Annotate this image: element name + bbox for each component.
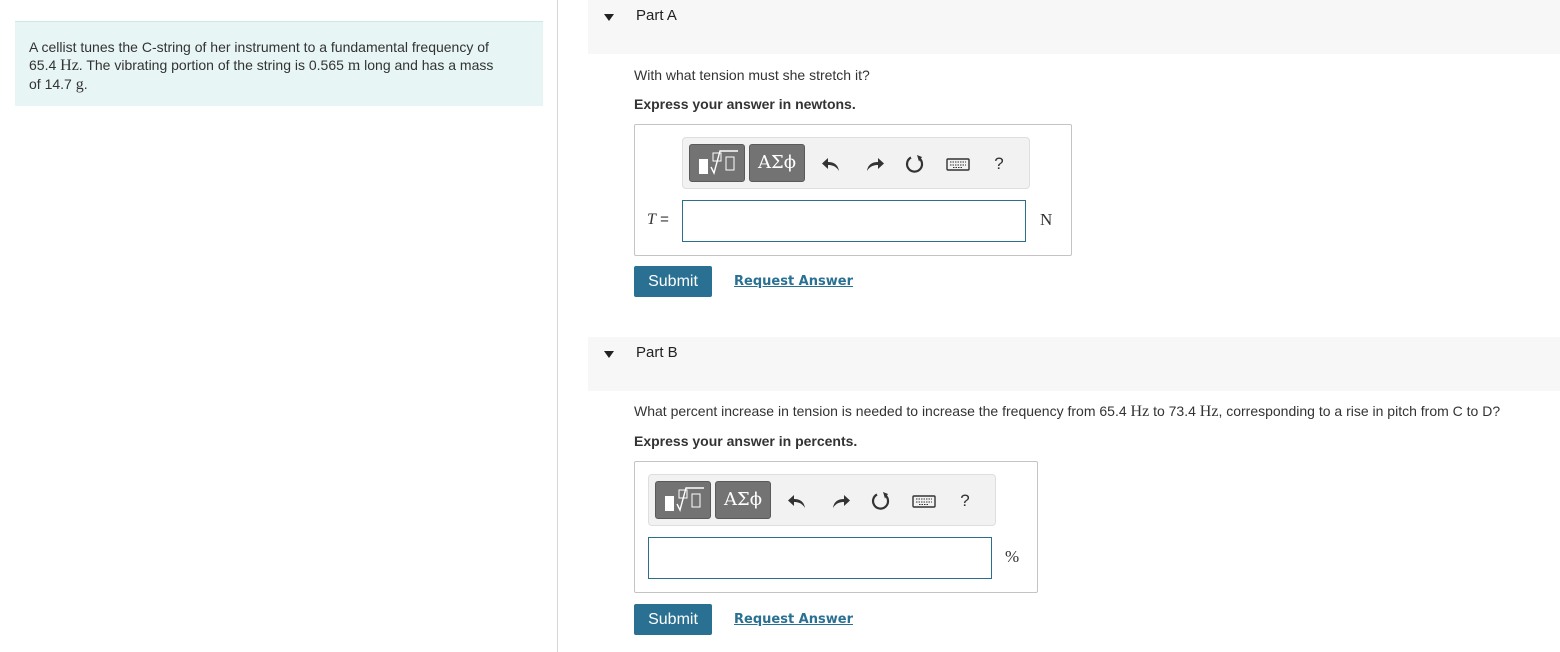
problem-statement	[15, 21, 543, 106]
problem-text-5: .	[83, 76, 88, 92]
keyboard-icon[interactable]	[945, 152, 971, 176]
problem-pane	[0, 0, 558, 652]
problem-mass-unit: g	[75, 76, 84, 93]
undo-icon[interactable]	[785, 489, 809, 513]
reset-icon[interactable]	[903, 152, 927, 176]
problem-text-4: of 14.7	[29, 76, 72, 92]
part-b-submit-button[interactable]: Submit	[634, 604, 712, 635]
part-a-answer-input[interactable]	[682, 200, 1026, 242]
undo-icon[interactable]	[819, 152, 843, 176]
part-a-title: Part A	[636, 7, 677, 24]
greek-symbols-icon[interactable]: ΑΣϕ	[749, 144, 805, 182]
greek-symbols-icon[interactable]: ΑΣϕ	[715, 481, 771, 519]
problem-text-1: A cellist tunes the C-string of her instrument to a fundamental frequency of	[29, 39, 489, 55]
variable-label: T	[647, 211, 656, 228]
collapse-caret-icon[interactable]	[604, 14, 614, 21]
part-a-instruction: Express your answer in newtons.	[634, 96, 856, 112]
part-b-title: Part B	[636, 344, 678, 361]
part-a-unit: N	[1040, 210, 1053, 229]
part-b-unit: %	[1005, 547, 1020, 566]
problem-text-3: long and has a mass	[364, 57, 494, 73]
part-b-instruction: Express your answer in percents.	[634, 433, 858, 449]
help-icon[interactable]: ?	[994, 154, 1004, 173]
problem-length-unit: m	[347, 57, 361, 74]
part-b-request-answer-link[interactable]: Request Answer	[734, 612, 853, 627]
help-icon[interactable]: ?	[960, 491, 970, 510]
templates-icon[interactable]	[655, 481, 711, 519]
part-a-request-answer-link[interactable]: Request Answer	[734, 274, 853, 289]
part-a-math-toolbar	[682, 137, 1030, 189]
part-b-header[interactable]	[588, 337, 1560, 391]
collapse-caret-icon[interactable]	[604, 351, 614, 358]
redo-icon[interactable]	[829, 489, 853, 513]
part-a-header[interactable]	[588, 0, 1560, 54]
part-a-answer-box	[634, 124, 1072, 256]
part-a-submit-button[interactable]: Submit	[634, 266, 712, 297]
keyboard-icon[interactable]	[911, 489, 937, 513]
part-b-math-toolbar	[648, 474, 996, 526]
problem-text-2: . The vibrating portion of the string is 0.565	[78, 57, 344, 73]
problem-frequency-unit: Hz	[60, 57, 79, 74]
equals-sign: =	[660, 211, 669, 228]
part-b-question: What percent increase in tension is needed to increase the frequency from 65.4 Hz to 73.4 Hz, corresponding to a rise in pitch from C to D?	[634, 403, 1501, 420]
part-a-question: With what tension must she stretch it?	[634, 67, 870, 83]
redo-icon[interactable]	[863, 152, 887, 176]
reset-icon[interactable]	[869, 489, 893, 513]
problem-frequency: 65.4	[29, 57, 57, 73]
templates-icon[interactable]	[689, 144, 745, 182]
part-b-answer-box	[634, 461, 1038, 593]
part-b-answer-input[interactable]	[648, 537, 992, 579]
